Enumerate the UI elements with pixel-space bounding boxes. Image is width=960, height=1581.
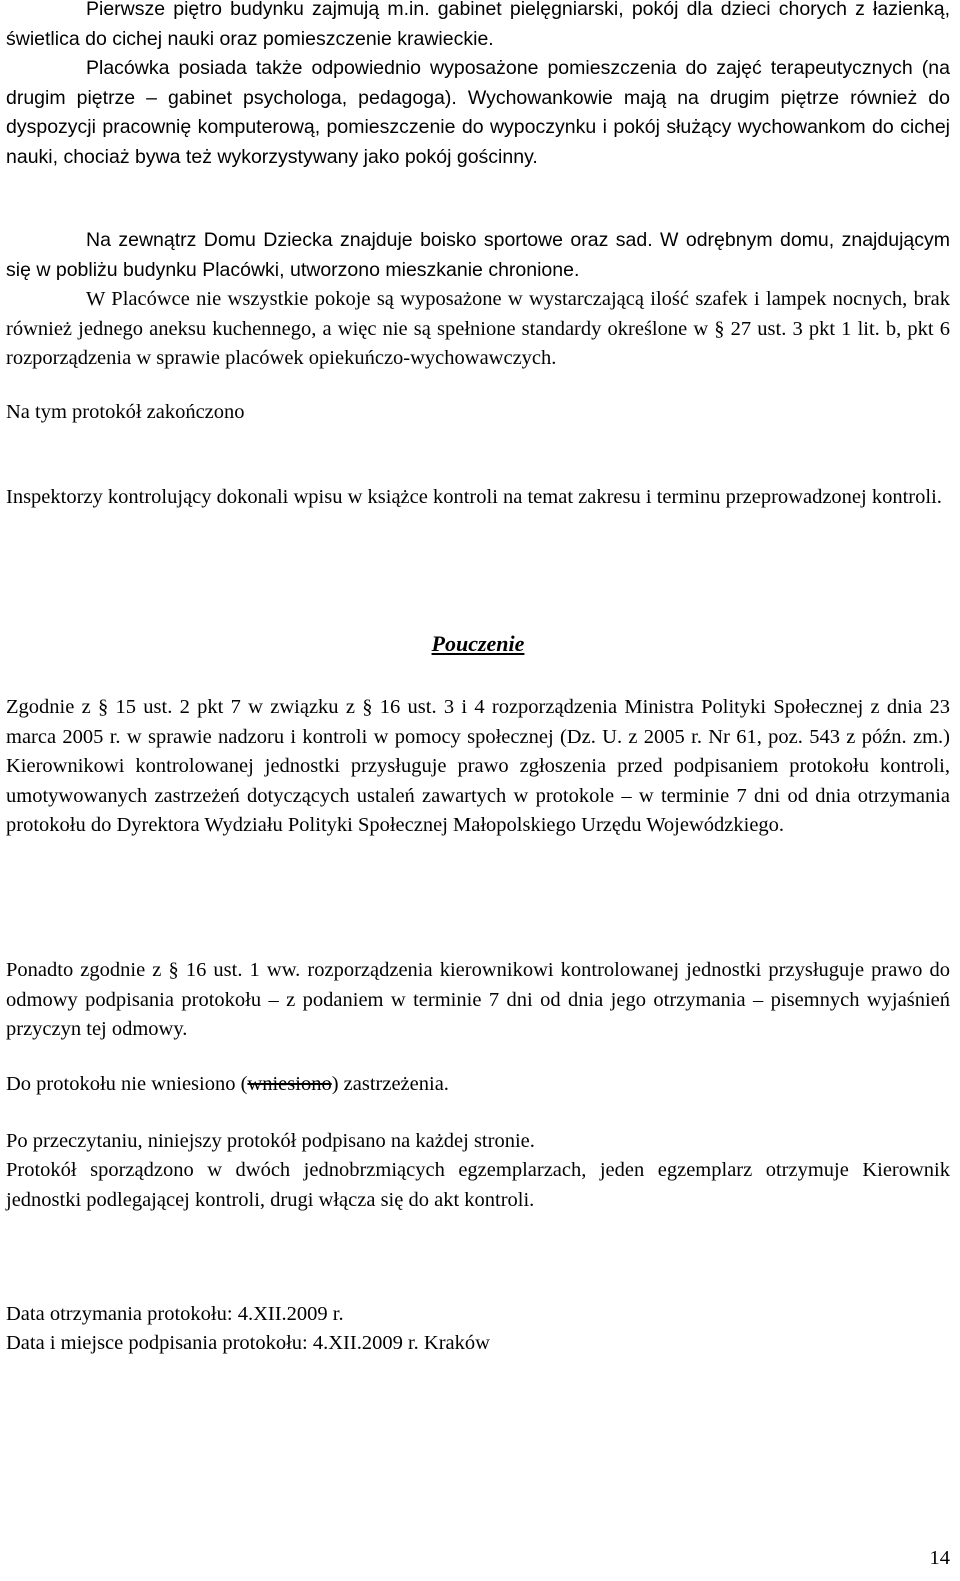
page-number: 14	[929, 1547, 950, 1569]
paragraph-rights: Zgodnie z § 15 ust. 2 pkt 7 w związku z § 16 ust. 3 i 4 rozporządzenia Ministra Polityki Społecznej z dnia 23 marca 2005 r. w sprawie nadzoru i kontroli w pomocy społecznej (Dz. U. z 2005 r. Nr 61, poz. 543 z późn. zm.) Kierownikowi kontrolowanej jednostki przysługuje prawo zgłoszenia przed podpisaniem protokołu kontroli, umotywowanych zastrzeżeń dotyczących ustaleń zawartych w protokole – w terminie 7 dni od dnia otrzymania protokołu do Dyrektora Wydziału Polityki Społecznej Małopolskiego Urzędu Wojewódzkiego.	[6, 696, 950, 836]
paragraph-outside-area: Na zewnątrz Domu Dziecka znajduje boisko sportowe oraz sad. W odrębnym domu, znajdującym się w pobliżu budynku Placówki, utworzono mieszkanie chronione.	[6, 229, 950, 281]
date-and-place-signed: Data i miejsce podpisania protokołu: 4.XII.2009 r. Kraków	[6, 1332, 490, 1354]
paragraph-inspectors: Inspektorzy kontrolujący dokonali wpisu w książce kontroli na temat zakresu i terminu przeprowadzonej kontroli.	[6, 486, 942, 508]
document-page	[6, 0, 950, 1581]
heading-pouczenie: Pouczenie	[431, 631, 525, 656]
paragraph-therapy-rooms: Placówka posiada także odpowiednio wyposażone pomieszczenia do zajęć terapeutycznych (na drugim piętrze – gabinet psychologa, pedagoga). Wychowankowie mają na drugim piętrze również do dyspozycji pracownię komputerową, pomieszczenie do wypoczynku i pokój służący wychowankom do cichej nauki, chociaż bywa też wykorzystywany jako pokój gościnny.	[6, 57, 950, 168]
objections-text-before: Do protokołu nie wniesiono (	[6, 1073, 248, 1095]
paragraph-standards: W Placówce nie wszystkie pokoje są wyposażone w wystarczającą ilość szafek i lampek nocnych, brak również jednego aneksu kuchennego, a więc nie są spełnione standardy określone w § 27 ust. 3 pkt 1 lit. b, pkt 6 rozporządzenia w sprawie placówek opiekuńczo-wychowawczych.	[6, 288, 950, 369]
paragraph-copies: Protokół sporządzono w dwóch jednobrzmiących egzemplarzach, jeden egzemplarz otrzymuje Kierownik jednostki podlegającej kontroli, drugi włącza się do akt kontroli.	[6, 1159, 950, 1211]
objections-text-after: ) zastrzeżenia.	[331, 1073, 449, 1095]
date-received: Data otrzymania protokołu: 4.XII.2009 r.	[6, 1303, 344, 1325]
paragraph-first-floor: Pierwsze piętro budynku zajmują m.in. gabinet pielęgniarski, pokój dla dzieci chorych z łazienką, świetlica do cichej nauki oraz pomieszczenie krawieckie.	[6, 0, 950, 50]
signed-each-page-statement: Po przeczytaniu, niniejszy protokół podpisano na każdej stronie.	[6, 1130, 535, 1152]
paragraph-refusal: Ponadto zgodnie z § 16 ust. 1 ww. rozporządzenia kierownikowi kontrolowanej jednostki przysługuje prawo do odmowy podpisania protokołu – z podaniem w terminie 7 dni od dnia jego otrzymania – pisemnych wyjaśnień przyczyn tej odmowy.	[6, 959, 950, 1040]
objections-struck-text: wniesiono	[247, 1073, 332, 1095]
objections-statement	[6, 1070, 950, 1100]
closing-statement: Na tym protokół zakończono	[6, 401, 245, 423]
